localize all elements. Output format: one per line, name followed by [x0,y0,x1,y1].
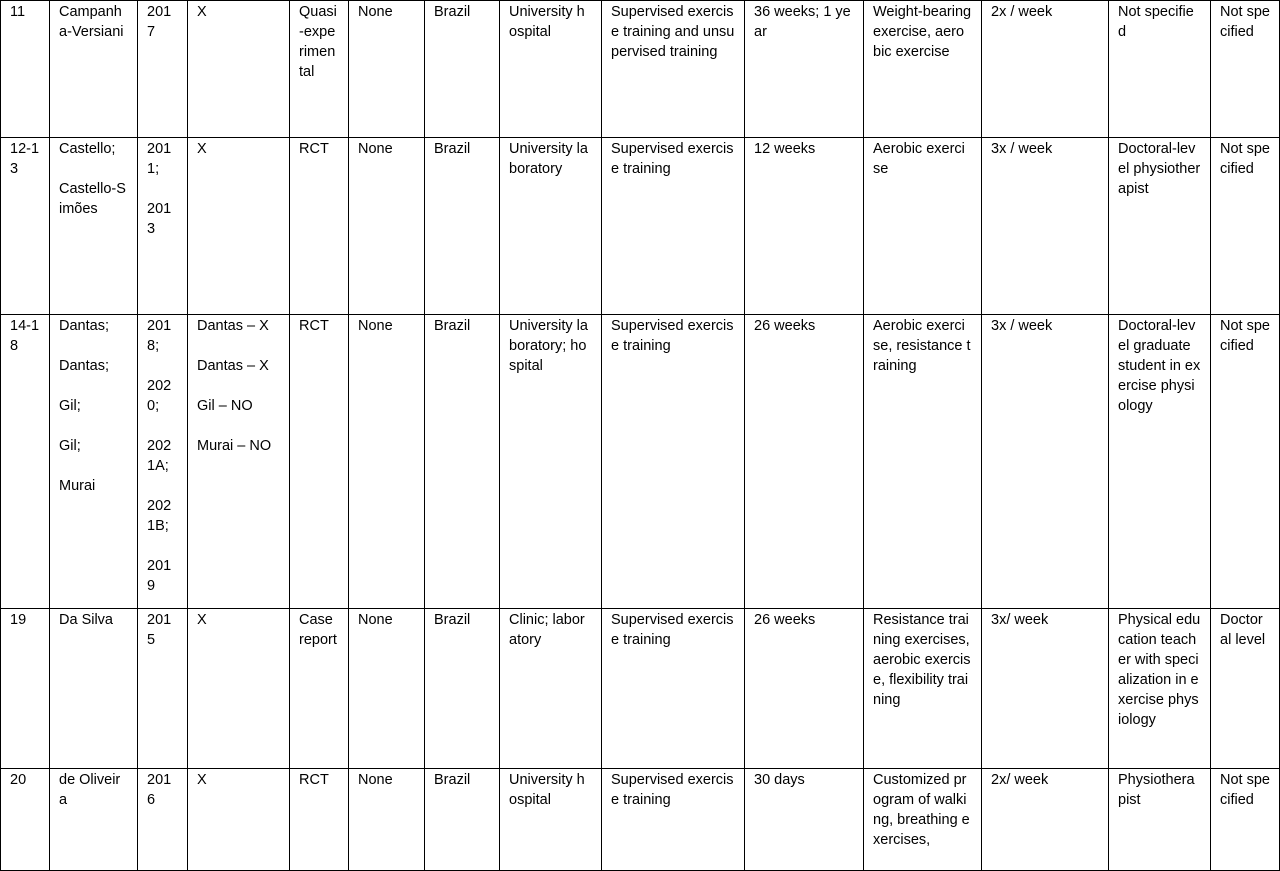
duration-cell: 26 weeks [745,315,864,609]
frequency-cell: 3x / week [982,138,1109,315]
country-cell: Brazil [425,769,500,871]
author-cell: Da Silva [50,609,138,769]
table-row [1,769,1280,871]
exercise-type-cell: Resistance training exercises, aerobic exercise, flexibility training [864,609,982,769]
intervention-cell: Supervised exercise training and unsupervised training [602,1,745,138]
author-cell: Dantas; Dantas; Gil; Gil; Murai [50,315,138,609]
supervisor-cell: Doctoral-level physiotherapist [1109,138,1211,315]
frequency-cell: 2x/ week [982,769,1109,871]
study-id-cell: 11 [1,1,50,138]
table-row [1,138,1280,315]
study-id-cell: 19 [1,609,50,769]
design-cell: RCT [290,138,349,315]
exercise-type-cell: Aerobic exercise, resistance training [864,315,982,609]
duration-cell: 30 days [745,769,864,871]
supervisor-cell: Physiotherapist [1109,769,1211,871]
flag-cell: X [188,769,290,871]
level-cell: Doctor al level [1211,609,1280,769]
year-cell: 2015 [138,609,188,769]
setting-cell: University hospital [500,1,602,138]
year-cell: 2018; 2020; 2021A; 2021B; 2019 [138,315,188,609]
setting-cell: University laboratory [500,138,602,315]
design-cell: RCT [290,315,349,609]
setting-cell: Clinic; laboratory [500,609,602,769]
setting-cell: University hospital [500,769,602,871]
supervisor-cell: Not specified [1109,1,1211,138]
supervisor-cell: Doctoral-level graduate student in exercise physiology [1109,315,1211,609]
intervention-cell: Supervised exercise training [602,769,745,871]
duration-cell: 36 weeks; 1 year [745,1,864,138]
country-cell: Brazil [425,315,500,609]
level-cell: Not specified [1211,769,1280,871]
design-cell: Case report [290,609,349,769]
frequency-cell: 2x / week [982,1,1109,138]
comparison-cell: None [349,315,425,609]
design-cell: Quasi-experimental [290,1,349,138]
comparison-cell: None [349,609,425,769]
author-cell: Castello; Castello-Simões [50,138,138,315]
exercise-type-text: Customized program of walking, breathing exercises, [873,772,970,848]
comparison-cell: None [349,138,425,315]
duration-cell: 12 weeks [745,138,864,315]
study-id-cell: 20 [1,769,50,871]
level-cell: Not specified [1211,315,1280,609]
study-id-cell: 14-18 [1,315,50,609]
flag-cell: X [188,1,290,138]
year-cell: 2017 [138,1,188,138]
frequency-cell: 3x / week [982,315,1109,609]
flag-cell: X [188,138,290,315]
flag-cell: Dantas – X Dantas – X Gil – NO Murai – NO [188,315,290,609]
intervention-cell: Supervised exercise training [602,138,745,315]
table-row [1,609,1280,769]
exercise-type-cell [864,769,982,871]
level-cell: Not specified [1211,138,1280,315]
author-cell: de Oliveira [50,769,138,871]
supervisor-cell: Physical education teacher with specialization in exercise physiology [1109,609,1211,769]
country-cell: Brazil [425,1,500,138]
author-cell: Campanha-Versiani [50,1,138,138]
table-row [1,1,1280,138]
country-cell: Brazil [425,138,500,315]
level-cell: Not specified [1211,1,1280,138]
comparison-cell: None [349,769,425,871]
study-id-cell: 12-13 [1,138,50,315]
intervention-cell: Supervised exercise training [602,315,745,609]
setting-cell: University laboratory; hospital [500,315,602,609]
exercise-type-cell: Weight-bearing exercise, aerobic exercise [864,1,982,138]
intervention-cell: Supervised exercise training [602,609,745,769]
frequency-cell: 3x/ week [982,609,1109,769]
country-cell: Brazil [425,609,500,769]
table-row [1,315,1280,609]
duration-cell: 26 weeks [745,609,864,769]
year-cell: 2011; 2013 [138,138,188,315]
comparison-cell: None [349,1,425,138]
flag-cell: X [188,609,290,769]
year-cell: 2016 [138,769,188,871]
design-cell: RCT [290,769,349,871]
exercise-type-cell: Aerobic exercise [864,138,982,315]
